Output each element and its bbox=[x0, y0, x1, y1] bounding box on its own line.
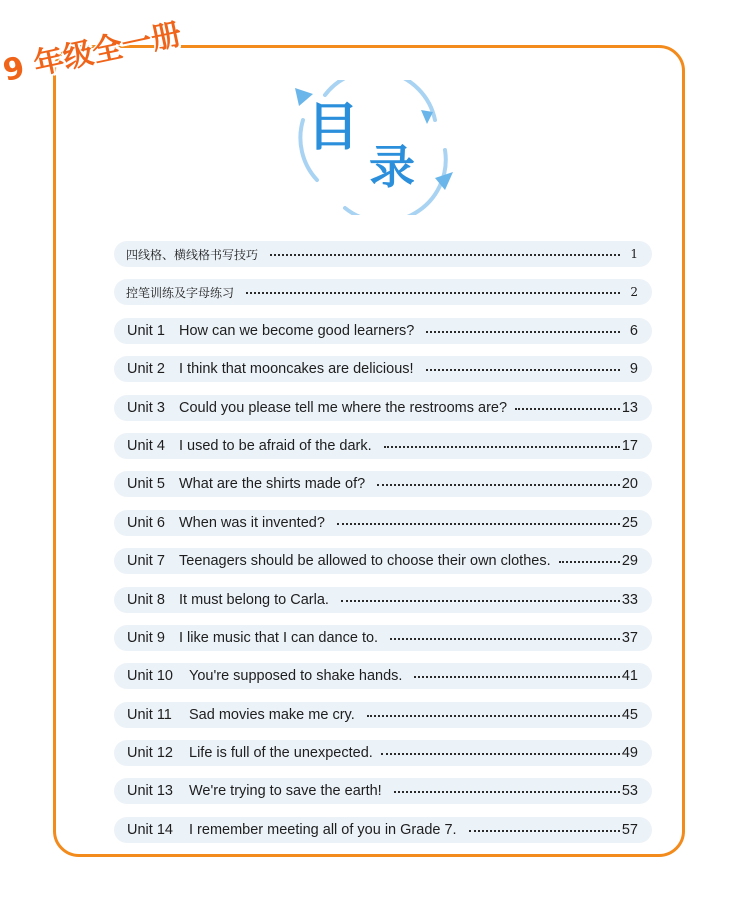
title-char-1: 目 bbox=[307, 98, 360, 158]
toc-row[interactable] bbox=[114, 433, 652, 459]
toc-title: How can we become good learners? bbox=[179, 322, 415, 339]
toc-title: Life is full of the unexpected. bbox=[189, 745, 373, 762]
toc-leader bbox=[426, 369, 620, 371]
toc-leader bbox=[384, 446, 620, 448]
toc-leader bbox=[246, 292, 620, 294]
toc-title: What are the shirts made of? bbox=[179, 476, 366, 493]
toc-row[interactable] bbox=[114, 318, 652, 344]
toc-unit: Unit 1 bbox=[127, 322, 165, 339]
toc-page: 57 bbox=[621, 821, 638, 838]
toc-page: 20 bbox=[621, 476, 638, 493]
toc-page: 41 bbox=[621, 668, 638, 685]
toc-row[interactable] bbox=[114, 778, 652, 804]
toc-unit: Unit 4 bbox=[127, 437, 165, 454]
toc-unit: Unit 13 bbox=[127, 783, 173, 800]
toc-page: 53 bbox=[621, 783, 638, 800]
toc-title: Could you please tell me where the restrooms are? bbox=[179, 399, 508, 416]
toc-leader bbox=[559, 561, 620, 563]
toc-title: Teenagers should be allowed to choose their own clothes. bbox=[179, 553, 551, 570]
toc-leader bbox=[469, 830, 620, 832]
toc-page: 33 bbox=[621, 591, 638, 608]
toc-row[interactable] bbox=[114, 510, 652, 536]
toc-title: Sad movies make me cry. bbox=[189, 706, 355, 723]
toc-leader bbox=[381, 753, 620, 755]
toc-unit: Unit 3 bbox=[127, 399, 165, 416]
toc-leader bbox=[394, 791, 620, 793]
toc-row[interactable] bbox=[114, 356, 652, 382]
toc-page: 17 bbox=[621, 437, 638, 454]
grade-badge-text: 9 年级全一册 bbox=[0, 16, 185, 89]
toc-row[interactable] bbox=[114, 548, 652, 574]
toc-title: 控笔训练及字母练习 bbox=[126, 285, 235, 300]
toc-row[interactable] bbox=[114, 471, 652, 497]
toc-page: 49 bbox=[621, 745, 638, 762]
toc-title: You're supposed to shake hands. bbox=[189, 668, 403, 685]
toc-row[interactable] bbox=[114, 663, 652, 689]
toc-unit: Unit 5 bbox=[127, 476, 165, 493]
toc-row[interactable] bbox=[114, 817, 652, 843]
toc-unit: Unit 7 bbox=[127, 553, 165, 570]
toc-row[interactable] bbox=[114, 740, 652, 766]
toc-page: 2 bbox=[630, 285, 638, 300]
toc-page: 25 bbox=[621, 514, 638, 531]
toc-leader bbox=[341, 600, 620, 602]
toc-leader bbox=[367, 715, 620, 717]
toc-leader bbox=[377, 484, 620, 486]
toc-row[interactable] bbox=[114, 241, 652, 267]
toc-title: When was it invented? bbox=[179, 514, 325, 531]
toc-list bbox=[114, 241, 652, 855]
toc-leader bbox=[426, 331, 620, 333]
toc-page: 45 bbox=[621, 706, 638, 723]
toc-unit: Unit 10 bbox=[127, 668, 173, 685]
toc-unit: Unit 14 bbox=[127, 821, 173, 838]
toc-unit: Unit 11 bbox=[127, 706, 172, 723]
toc-row[interactable] bbox=[114, 279, 652, 305]
toc-row[interactable] bbox=[114, 702, 652, 728]
toc-leader bbox=[515, 408, 620, 410]
toc-unit: Unit 2 bbox=[127, 361, 165, 378]
toc-unit: Unit 12 bbox=[127, 745, 173, 762]
toc-title: It must belong to Carla. bbox=[179, 591, 329, 608]
toc-page: 13 bbox=[621, 399, 638, 416]
toc-unit: Unit 8 bbox=[127, 591, 165, 608]
toc-page: 29 bbox=[621, 553, 638, 570]
toc-row[interactable] bbox=[114, 395, 652, 421]
toc-title: I used to be afraid of the dark. bbox=[179, 437, 372, 454]
toc-page: 37 bbox=[621, 629, 638, 646]
toc-page: 6 bbox=[629, 322, 638, 339]
toc-title: We're trying to save the earth! bbox=[189, 783, 382, 800]
toc-unit: Unit 6 bbox=[127, 514, 165, 531]
toc-title: I think that mooncakes are delicious! bbox=[179, 361, 414, 378]
toc-unit: Unit 9 bbox=[127, 629, 165, 646]
toc-title: I remember meeting all of you in Grade 7. bbox=[189, 821, 457, 838]
toc-title: I like music that I can dance to. bbox=[179, 629, 379, 646]
toc-page: 1 bbox=[630, 247, 638, 261]
toc-leader bbox=[270, 254, 620, 256]
toc-leader bbox=[337, 523, 620, 525]
title-char-2: 录 bbox=[369, 140, 415, 194]
toc-leader bbox=[414, 676, 619, 678]
page-title bbox=[285, 80, 465, 215]
toc-page: 9 bbox=[629, 361, 638, 378]
toc-row[interactable] bbox=[114, 587, 652, 613]
toc-row[interactable] bbox=[114, 625, 652, 651]
toc-leader bbox=[390, 638, 620, 640]
toc-title: 四线格、横线格书写技巧 bbox=[126, 247, 259, 262]
